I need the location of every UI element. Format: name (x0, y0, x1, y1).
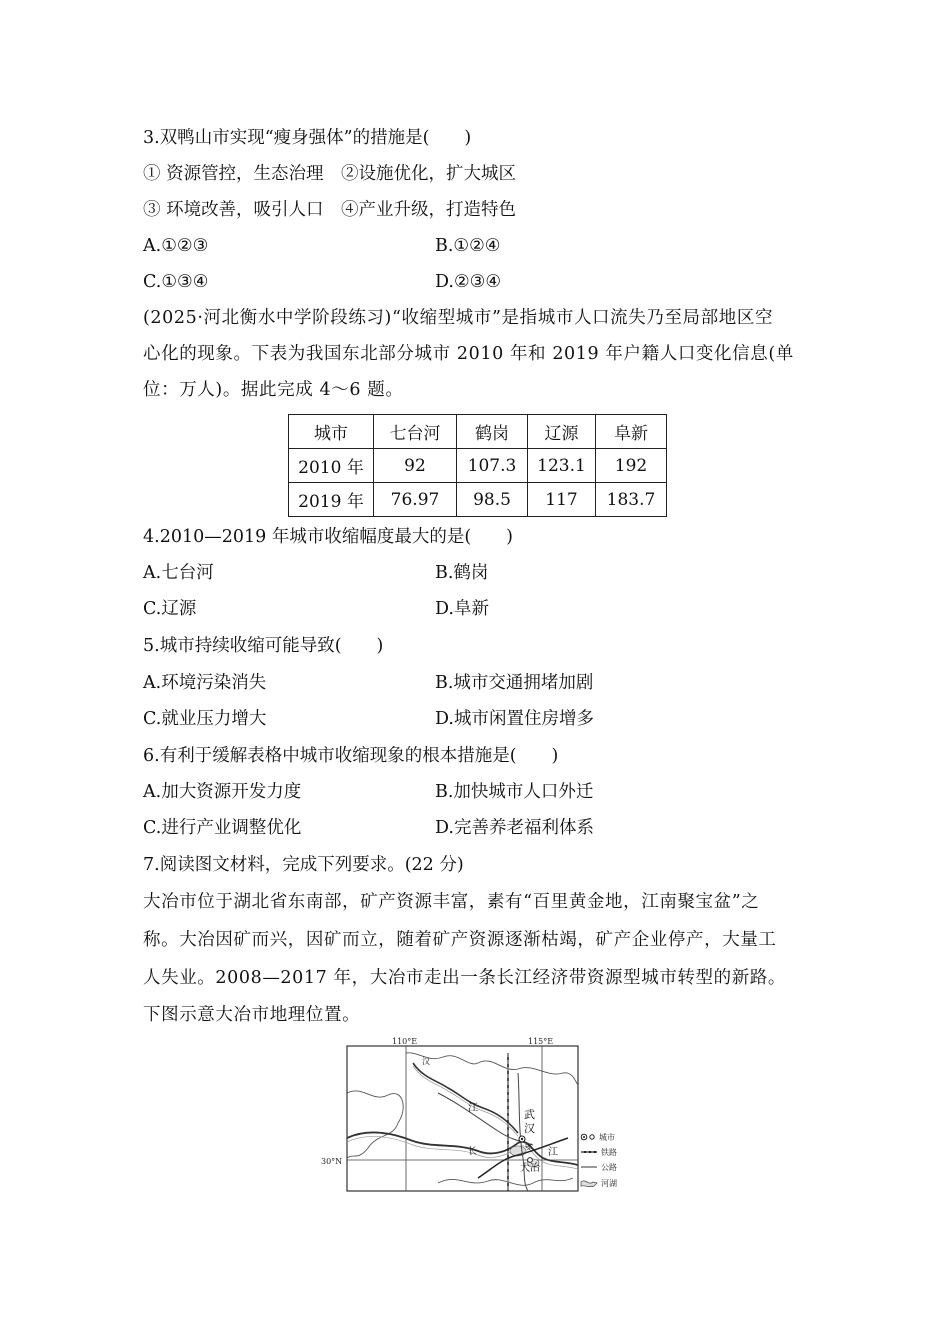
q5-option-a: A.环境污染消失 (143, 673, 267, 693)
q5-option-b: B.城市交通拥堵加剧 (435, 673, 594, 693)
q5-option-d: D.城市闲置住房增多 (435, 709, 594, 729)
q3-statements-row2: ③ 环境改善，吸引人口 ④产业升级，打造特色 (143, 200, 517, 220)
intro-line3: 位：万人)。据此完成 4～6 题。 (143, 380, 404, 400)
table-row (289, 483, 667, 517)
q5-option-c: C.就业压力增大 (143, 709, 267, 729)
table-cell: 123.1 (528, 449, 596, 483)
table-header-cell: 城市 (289, 415, 374, 449)
table-header-cell: 鹤岗 (457, 415, 528, 449)
legend-city-label: 城市 (599, 1133, 615, 1142)
q4-option-d: D.阜新 (435, 599, 489, 619)
q7-para-line1: 大冶市位于湖北省东南部，矿产资源丰富，素有“百里黄金地，江南聚宝盆”之 (143, 892, 760, 912)
place-label-han-river: 汉 (422, 1057, 430, 1066)
q6-option-c: C.进行产业调整优化 (143, 818, 302, 838)
table-header-cell: 辽源 (528, 415, 596, 449)
place-label-jiang-han: 江 (468, 1103, 478, 1114)
q6-option-b: B.加快城市人口外迁 (435, 782, 594, 802)
legend-river-lake-label: 河湖 (601, 1179, 617, 1188)
table-cell: 183.7 (596, 483, 667, 517)
intro-line2: 心化的现象。下表为我国东北部分城市 2010 年和 2019 年户籍人口变化信息(单 (143, 344, 794, 364)
lat-label-30: 30°N (321, 1157, 343, 1166)
city-wuhan-dot (521, 1138, 523, 1140)
map-legend (581, 1132, 617, 1188)
legend-town-icon (590, 1135, 594, 1139)
q3-option-d: D.②③④ (435, 272, 502, 292)
q7-para-line4: 下图示意大冶市地理位置。 (143, 1005, 361, 1025)
table-cell: 117 (528, 483, 596, 517)
place-label-chang: 长 (468, 1147, 478, 1157)
intro-line1: (2025·河北衡水中学阶段练习)“收缩型城市”是指城市人口流失乃至局部地区空 (143, 308, 774, 328)
population-table (288, 414, 667, 517)
table-header-cell: 阜新 (596, 415, 667, 449)
place-label-wu: 武 (524, 1108, 535, 1121)
q3-option-c: C.①③④ (143, 272, 209, 292)
q6-stem: 6.有利于缓解表格中城市收缩现象的根本措施是( ) (143, 746, 559, 766)
q6-option-d: D.完善养老福利体系 (435, 818, 594, 838)
table-header-row (289, 415, 667, 449)
place-label-jiang: 江 (548, 1147, 558, 1158)
table-cell: 2019 年 (289, 483, 374, 517)
legend-city-icon-dot (583, 1136, 585, 1138)
legend-railway-label: 铁路 (601, 1148, 617, 1157)
table-cell: 76.97 (374, 483, 457, 517)
lon-label-115: 115°E (528, 1037, 554, 1046)
table-cell: 92 (374, 449, 457, 483)
table-cell: 98.5 (457, 483, 528, 517)
table-row (289, 449, 667, 483)
q4-option-c: C.辽源 (143, 599, 197, 619)
legend-river-lake-icon (581, 1181, 597, 1187)
city-daye-marker (528, 1158, 533, 1163)
q3-stem: 3.双鸭山市实现“瘦身强体”的措施是( ) (143, 128, 472, 148)
q4-option-b: B.鹤岗 (435, 563, 489, 583)
lon-label-110: 110°E (392, 1037, 418, 1046)
q6-option-a: A.加大资源开发力度 (143, 782, 302, 802)
table-header-cell: 七台河 (374, 415, 457, 449)
table-cell: 2010 年 (289, 449, 374, 483)
table-cell: 192 (596, 449, 667, 483)
place-label-daye: 大冶 (520, 1163, 540, 1174)
map-frame (347, 1046, 578, 1191)
q7-para-line2: 称。大冶因矿而兴，因矿而立，随着矿产资源逐渐枯竭，矿产企业停产，大量工 (143, 930, 777, 950)
q4-stem: 4.2010—2019 年城市收缩幅度最大的是( ) (143, 527, 513, 547)
place-label-han: 汉 (524, 1122, 535, 1135)
q3-option-a: A.①②③ (143, 236, 209, 256)
legend-highway-label: 公路 (601, 1163, 617, 1172)
q7-stem: 7.阅读图文材料，完成下列要求。(22 分) (143, 855, 464, 875)
place-label-e: 鄂 (525, 1143, 532, 1151)
q3-statements-row1: ① 资源管控，生态治理 ②设施优化，扩大城区 (143, 164, 517, 184)
q3-option-b: B.①②④ (435, 236, 501, 256)
q4-option-a: A.七台河 (143, 563, 214, 583)
q7-para-line3: 人失业。2008—2017 年，大冶市走出一条长江经济带资源型城市转型的新路。 (143, 968, 787, 988)
daye-location-map (318, 1033, 628, 1198)
q5-stem: 5.城市持续收缩可能导致( ) (143, 636, 384, 656)
table-cell: 107.3 (457, 449, 528, 483)
